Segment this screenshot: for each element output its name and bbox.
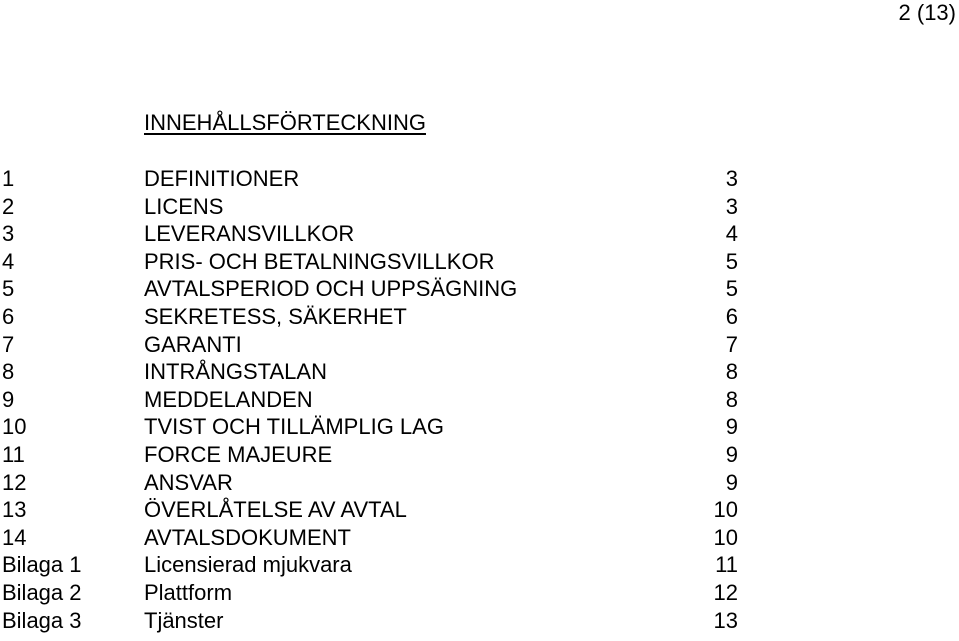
toc-entry-number: 8 bbox=[2, 359, 15, 385]
toc-entry-title: TVIST OCH TILLÄMPLIG LAG bbox=[144, 414, 444, 440]
toc-entry bbox=[0, 248, 745, 276]
toc-entry-title: LEVERANSVILLKOR bbox=[144, 221, 355, 247]
toc-entry bbox=[0, 607, 745, 635]
toc-entry bbox=[0, 496, 745, 524]
toc-entry bbox=[0, 551, 745, 579]
toc-entry bbox=[0, 441, 745, 469]
toc-entry bbox=[0, 193, 745, 221]
toc-entry-number: 3 bbox=[2, 221, 15, 247]
toc-entry bbox=[0, 358, 745, 386]
toc-entry bbox=[0, 413, 745, 441]
toc-entry-number: 6 bbox=[2, 303, 15, 329]
toc-entry-page: 9 bbox=[725, 414, 738, 440]
toc-entry-page: 10 bbox=[713, 497, 738, 523]
toc-entry-number: Bilaga 1 bbox=[2, 552, 82, 578]
toc-entry bbox=[0, 386, 745, 414]
toc-entry-number: 5 bbox=[2, 276, 15, 302]
toc-entry-page: 3 bbox=[725, 193, 738, 219]
toc-entry-title: DEFINITIONER bbox=[144, 166, 300, 191]
toc-entry-page: 9 bbox=[725, 469, 738, 495]
toc-entry-page: 9 bbox=[725, 441, 738, 467]
toc-entry-title: INTRÅNGSTALAN bbox=[144, 359, 327, 385]
toc-entry bbox=[0, 303, 745, 331]
toc-entry bbox=[0, 579, 745, 607]
toc-entry-number: 2 bbox=[2, 193, 15, 219]
toc-entry bbox=[0, 331, 745, 359]
toc-entry-title: AVTALSPERIOD OCH UPPSÄGNING bbox=[144, 276, 518, 302]
toc-entry-title: SEKRETESS, SÄKERHET bbox=[144, 303, 407, 329]
page-number: 2 (13) bbox=[898, 0, 956, 25]
toc-entry-number: 10 bbox=[2, 414, 27, 440]
toc-entry-title: GARANTI bbox=[144, 331, 242, 357]
toc-entry-page: 12 bbox=[713, 579, 738, 605]
toc-entry-page: 8 bbox=[725, 386, 738, 412]
toc-entry-title: MEDDELANDEN bbox=[144, 386, 313, 412]
toc-entry-title: Tjänster bbox=[144, 607, 224, 633]
toc-entry-number: 7 bbox=[2, 331, 15, 357]
toc-entry-number: 1 bbox=[2, 166, 15, 191]
toc-entry-number: 12 bbox=[2, 469, 27, 495]
toc-entry bbox=[0, 524, 745, 552]
toc-entry-title: Plattform bbox=[144, 579, 233, 605]
toc-entry-number: 11 bbox=[2, 441, 25, 467]
toc-entry-page: 3 bbox=[725, 166, 738, 191]
toc-entry-number: 13 bbox=[2, 497, 27, 523]
toc-entry-number: 4 bbox=[2, 248, 15, 274]
toc-entry bbox=[0, 275, 745, 303]
toc-entry-title: LICENS bbox=[144, 193, 224, 219]
toc-list bbox=[0, 165, 745, 634]
toc-entry bbox=[0, 220, 745, 248]
toc-entry-page: 5 bbox=[725, 276, 738, 302]
toc-entry-title: PRIS- OCH BETALNINGSVILLKOR bbox=[144, 248, 495, 274]
toc-entry-page: 13 bbox=[713, 607, 738, 633]
toc-entry-number: 14 bbox=[2, 524, 27, 550]
toc-entry-title: AVTALSDOKUMENT bbox=[144, 524, 351, 550]
toc-entry-page: 5 bbox=[725, 248, 738, 274]
toc-entry-page: 7 bbox=[725, 331, 738, 357]
toc-entry-number: Bilaga 3 bbox=[2, 607, 82, 633]
toc-entry-title: ÖVERLÅTELSE AV AVTAL bbox=[144, 497, 407, 523]
toc-heading: INNEHÅLLSFÖRTECKNING bbox=[144, 110, 426, 135]
toc-entry-page: 6 bbox=[725, 303, 738, 329]
toc-entry-title: ANSVAR bbox=[144, 469, 233, 495]
toc-entry-number: Bilaga 2 bbox=[2, 579, 82, 605]
toc-entry-title: Licensierad mjukvara bbox=[144, 552, 352, 578]
toc-entry bbox=[0, 469, 745, 497]
toc-entry-page: 4 bbox=[725, 221, 738, 247]
toc-entry-number: 9 bbox=[2, 386, 15, 412]
toc-entry-title: FORCE MAJEURE bbox=[144, 441, 333, 467]
toc-entry-page: 10 bbox=[713, 524, 738, 550]
toc-entry-page: 11 bbox=[715, 552, 738, 578]
toc-entry-page: 8 bbox=[725, 359, 738, 385]
toc-entry bbox=[0, 165, 745, 193]
